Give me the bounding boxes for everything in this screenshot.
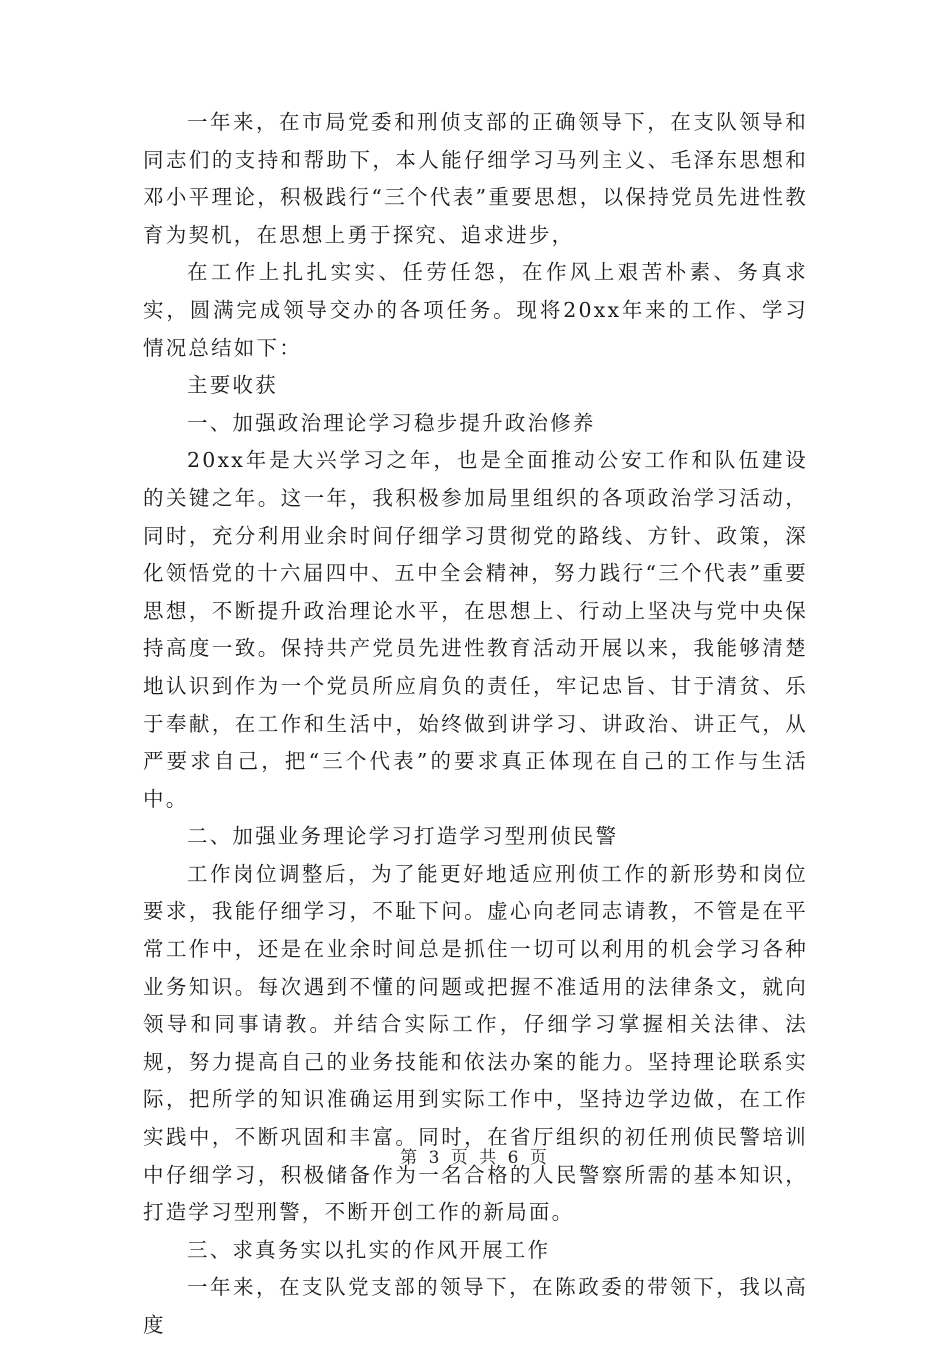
paragraph-section-2: 工作岗位调整后，为了能更好地适应刑侦工作的新形势和岗位要求，我能仔细学习，不耻下问。虚心向老同志请教，不管是在平常工作中，还是在业余时间总是抓住一切可以利用的机会学习各种业务知识。每次遇到不懂的问题或把握不准适用的法律条文，就向领导和同事请教。并结合实际工作，仔细学习掌握相关法律、法规，努力提高自己的业务技能和依法办案的能力。坚持理论联系实际，把所学的知识准确运用到实际工作中，坚持边学边做，在工作实践中，不断巩固和丰富。同时，在省厅组织的初任刑侦民警培训中仔细学习，积极储备作为一名合格的人民警察所需的基本知识，打造学习型刑警，不断开创工作的新局面。	[143, 861, 808, 1225]
page-footer: 第 3 页 共 6 页	[400, 1148, 550, 1168]
heading-section-1: 一、加强政治理论学习稳步提升政治修养	[187, 410, 596, 435]
paragraph-summary-intro: 在工作上扎扎实实、任劳任怨，在作风上艰苦朴素、务真求实，圆满完成领导交办的各项任务。现将20xx年来的工作、学习情况总结如下：	[143, 260, 808, 360]
paragraph-section-1: 20xx年是大兴学习之年，也是全面推动公安工作和队伍建设的关键之年。这一年，我积极参加局里组织的各项政治学习活动，同时，充分利用业余时间仔细学习贯彻党的路线、方针、政策，深化领悟党的十六届四中、五中全会精神，努力践行“三个代表”重要思想，不断提升政治理论水平，在思想上、行动上坚决与党中央保持高度一致。保持共产党员先进性教育活动开展以来，我能够清楚地认识到作为一个党员所应肩负的责任，牢记忠旨、甘于清贫、乐于奉献，在工作和生活中，始终做到讲学习、讲政治、讲正气，从严要求自己，把“三个代表”的要求真正体现在自己的工作与生活中。	[143, 448, 808, 811]
heading-section-3: 三、求真务实以扎实的作风开展工作	[187, 1237, 551, 1262]
heading-main-gains: 主要收获	[187, 373, 278, 398]
paragraph-section-3: 一年来，在支队党支部的领导下，在陈政委的带领下，我以高度	[143, 1275, 808, 1337]
paragraph-intro: 一年来，在市局党委和刑侦支部的正确领导下，在支队领导和同志们的支持和帮助下，本人能仔细学习马列主义、毛泽东思想和邓小平理论，积极践行“三个代表”重要思想，以保持党员先进性教育为契机，在思想上勇于探究、追求进步，	[143, 110, 808, 247]
heading-section-2: 二、加强业务理论学习打造学习型刑侦民警	[187, 824, 619, 849]
